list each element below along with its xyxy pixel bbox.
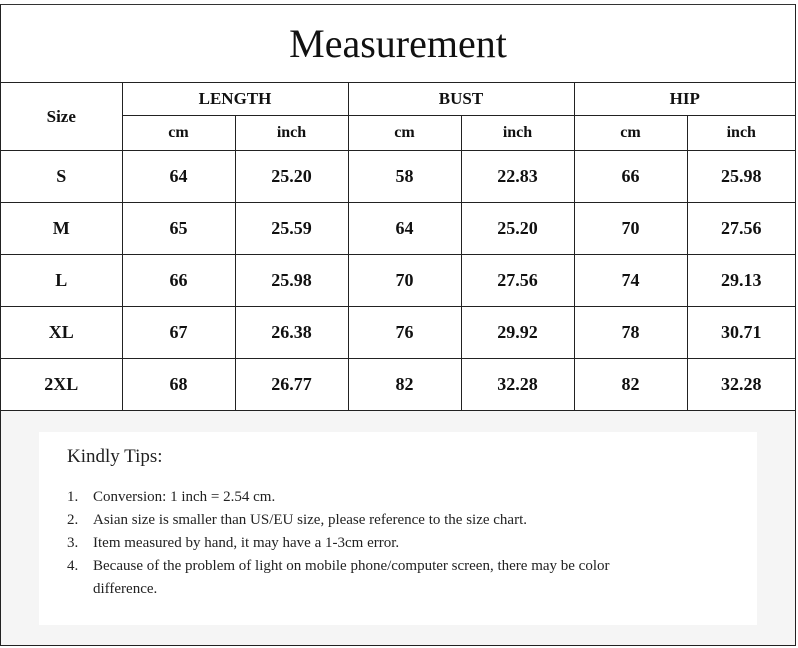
table-cell: 26.38	[235, 307, 348, 359]
table-cell: 64	[348, 203, 461, 255]
table-cell: 32.28	[687, 359, 795, 411]
tips-title: Kindly Tips:	[67, 446, 163, 467]
size-label: M	[1, 203, 122, 255]
table-row	[1, 151, 795, 203]
size-label: S	[1, 151, 122, 203]
list-item	[67, 486, 757, 509]
table-cell: 65	[122, 203, 235, 255]
table-cell: 66	[574, 151, 687, 203]
group-header-length: LENGTH	[122, 83, 348, 116]
group-header-bust: BUST	[348, 83, 574, 116]
table-row	[1, 203, 795, 255]
list-text: Item measured by hand, it may have a 1-3cm error.	[93, 535, 400, 551]
table-cell: 74	[574, 255, 687, 307]
table-cell: 82	[574, 359, 687, 411]
list-number: 3.	[67, 535, 79, 551]
group-header-hip: HIP	[574, 83, 795, 116]
table-row	[1, 307, 795, 359]
page-title: Measurement	[1, 5, 795, 83]
list-number: 1.	[67, 489, 79, 505]
unit-header: inch	[461, 116, 574, 151]
list-text: Asian size is smaller than US/EU size, please reference to the size chart.	[93, 512, 527, 528]
table-cell: 32.28	[461, 359, 574, 411]
size-label: L	[1, 255, 122, 307]
tips-panel	[39, 432, 757, 625]
table-cell: 22.83	[461, 151, 574, 203]
table-cell: 27.56	[461, 255, 574, 307]
table-cell: 70	[574, 203, 687, 255]
list-text: Conversion: 1 inch = 2.54 cm.	[93, 489, 276, 505]
table-cell: 78	[574, 307, 687, 359]
table-row	[1, 255, 795, 307]
table-cell: 26.77	[235, 359, 348, 411]
table-cell: 67	[122, 307, 235, 359]
table-cell: 82	[348, 359, 461, 411]
table-cell: 29.92	[461, 307, 574, 359]
table-cell: 25.20	[461, 203, 574, 255]
table-cell: 27.56	[687, 203, 795, 255]
tips-list	[67, 486, 757, 601]
list-number: 4.	[67, 558, 79, 574]
unit-header: cm	[122, 116, 235, 151]
unit-header: cm	[574, 116, 687, 151]
list-item	[67, 532, 757, 555]
list-text: Because of the problem of light on mobile phone/computer screen, there may be color difference.	[93, 558, 610, 597]
table-cell: 66	[122, 255, 235, 307]
table-cell: 70	[348, 255, 461, 307]
unit-header: inch	[687, 116, 795, 151]
table-cell: 64	[122, 151, 235, 203]
table-cell: 25.98	[687, 151, 795, 203]
list-number: 2.	[67, 512, 79, 528]
table-cell: 76	[348, 307, 461, 359]
list-item	[67, 555, 757, 601]
table-cell: 25.98	[235, 255, 348, 307]
unit-header: inch	[235, 116, 348, 151]
size-label: XL	[1, 307, 122, 359]
unit-header: cm	[348, 116, 461, 151]
table-cell: 58	[348, 151, 461, 203]
table-cell: 25.20	[235, 151, 348, 203]
size-label: 2XL	[1, 359, 122, 411]
table-cell: 29.13	[687, 255, 795, 307]
table-cell: 68	[122, 359, 235, 411]
measurement-table	[1, 83, 795, 411]
list-item	[67, 509, 757, 532]
table-cell: 25.59	[235, 203, 348, 255]
table-row	[1, 359, 795, 411]
size-column-header: Size	[1, 83, 122, 151]
size-chart-card	[0, 4, 796, 646]
table-cell: 30.71	[687, 307, 795, 359]
